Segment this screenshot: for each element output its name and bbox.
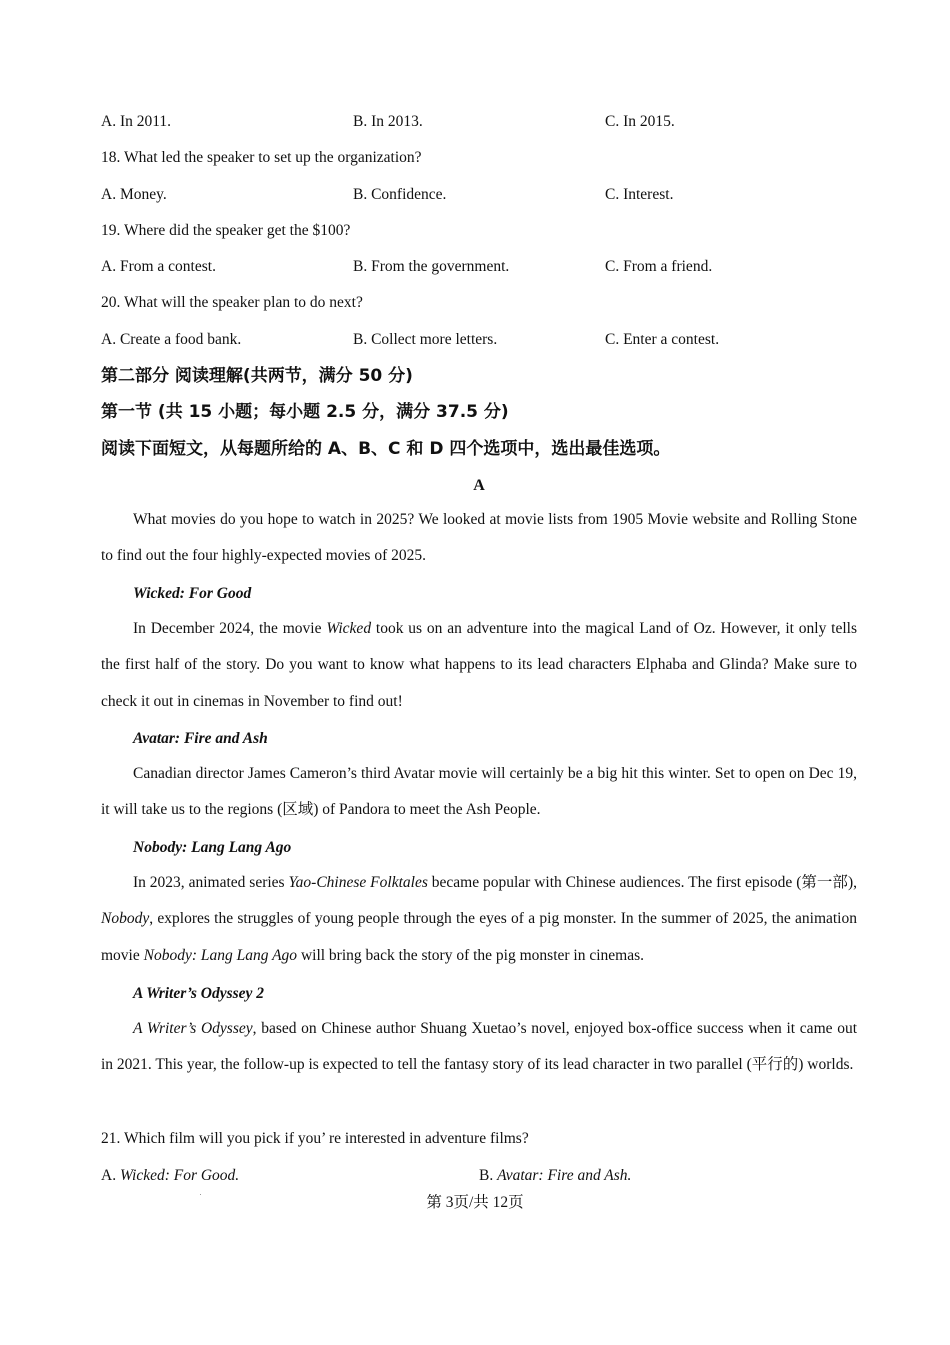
intro-paragraph: [101, 502, 857, 575]
movie3-text-a: In 2023, animated series: [133, 874, 289, 891]
q18-option-c[interactable]: C. Interest.: [605, 186, 674, 203]
movie2-text: Canadian director James Cameron’s third Avatar movie will certainly be a big hit this winter. Set to open on Dec 19, it will take us to the regions (区域) of Pandora to meet the Ash People.: [101, 765, 857, 819]
movie4-text-b: , based on Chinese author Shuang Xuetao’s novel, enjoyed box-office success when it came out in 2021. This year, the follow-up is expected to tell the fantasy story of its lead character in two parallel (平行的) worlds.: [101, 1020, 858, 1074]
q21-option-a[interactable]: [101, 1166, 239, 1186]
q17-option-b[interactable]: B. In 2013.: [353, 113, 423, 130]
movie3-text-italic-3: Nobody: Lang Lang Ago: [143, 946, 298, 964]
movie1-text-b: took us on an adventure into the magical Land of Oz. However, it only tells the first half of the story. Do you want to know what happens to its lead characters Elphaba and Glinda? Make sure to check it out in cinemas in November to find out!: [101, 620, 857, 710]
passage-label: A: [473, 477, 485, 494]
q18-option-b[interactable]: B. Confidence.: [353, 186, 447, 203]
q21-option-b-text: Avatar: Fire and Ash.: [497, 1167, 632, 1184]
question-19: 19. Where did the speaker get the $100?: [101, 222, 351, 239]
movie3-text-c: , explores the struggles of young people through the eyes of a pig monster. In the summer of 2025, the animation movie: [101, 910, 857, 964]
q21-option-a-text: Wicked: For Good.: [119, 1167, 240, 1184]
page-footer: 第 3页/共 12页: [426, 1194, 524, 1211]
movie1-text-a: In December 2024, the movie: [133, 620, 327, 637]
movie3-text-italic-2: Nobody: [101, 910, 150, 928]
movie2-title: Avatar: Fire and Ash: [133, 730, 268, 747]
movie1-paragraph: [101, 611, 857, 720]
q21-option-b-label: B.: [479, 1167, 498, 1184]
q19-option-c[interactable]: C. From a friend.: [605, 258, 713, 275]
movie2-paragraph: [101, 756, 857, 829]
q20-option-b[interactable]: B. Collect more letters.: [353, 331, 498, 348]
q18-option-a[interactable]: A. Money.: [101, 186, 167, 203]
q19-option-b[interactable]: B. From the government.: [353, 258, 510, 275]
movie3-text-d: will bring back the story of the pig monster in cinemas.: [297, 946, 645, 964]
q19-option-a[interactable]: A. From a contest.: [101, 258, 216, 275]
movie4-title: A Writer’s Odyssey 2: [133, 985, 265, 1002]
question-18: 18. What led the speaker to set up the organization?: [101, 149, 422, 166]
q21-option-a-label: A.: [101, 1167, 120, 1184]
reading-instruction: 阅读下面短文，从每题所给的 A、B、C 和 D 四个选项中，选出最佳选项。: [101, 439, 671, 459]
q20-option-c[interactable]: C. Enter a contest.: [605, 331, 720, 348]
movie4-text-italic: A Writer’s Odyssey: [133, 1020, 253, 1037]
q21-option-b[interactable]: [479, 1166, 631, 1186]
movie4-paragraph: [101, 1011, 857, 1084]
movie3-text-italic-1: Yao-Chinese Folktales: [288, 874, 428, 891]
intro-text: What movies do you hope to watch in 2025? We looked at movie lists from 1905 Movie website and Rolling Stone to find out the four highly-expected movies of 2025.: [101, 511, 857, 565]
movie3-title: Nobody: Lang Lang Ago: [133, 839, 292, 856]
section1-heading: 第一节 (共 15 小题；每小题 2.5 分，满分 37.5 分): [101, 402, 509, 422]
movie1-text-italic: Wicked: [326, 620, 372, 637]
part2-heading: 第二部分 阅读理解(共两节，满分 50 分): [101, 366, 413, 386]
q17-option-c[interactable]: C. In 2015.: [605, 113, 675, 130]
question-20: 20. What will the speaker plan to do next?: [101, 294, 363, 311]
movie1-title: Wicked: For Good: [133, 585, 252, 602]
q20-option-a[interactable]: A. Create a food bank.: [101, 331, 242, 348]
movie3-text-b: became popular with Chinese audiences. The first episode (第一部),: [427, 874, 857, 891]
question-21: 21. Which film will you pick if you’ re interested in adventure films?: [101, 1130, 529, 1147]
q17-option-a[interactable]: A. In 2011.: [101, 113, 172, 130]
movie3-paragraph: [101, 865, 857, 974]
